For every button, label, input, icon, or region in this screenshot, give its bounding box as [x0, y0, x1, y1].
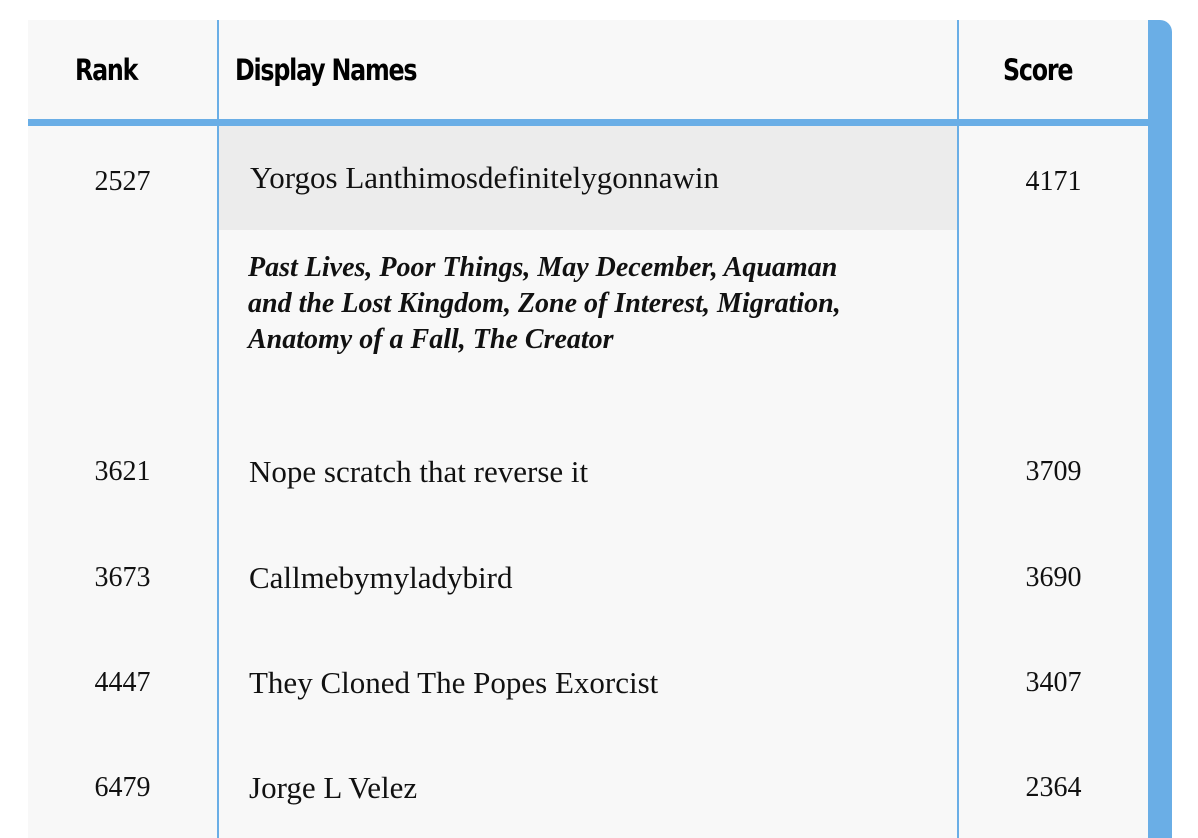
display-name-cell	[219, 633, 957, 733]
expanded-row-detail: Past Lives, Poor Things, May December, Aquaman and the Lost Kingdom, Zone of Interest, Migration, Anatomy of a Fall, The Creator	[248, 252, 841, 355]
display-name-cell	[219, 422, 957, 522]
score-cell: 4171	[1025, 166, 1082, 197]
table-header	[28, 20, 1148, 119]
display-name: They Cloned The Popes Exorcist	[249, 665, 659, 700]
table-row[interactable]	[28, 422, 1148, 522]
display-name: Jorge L Velez	[249, 770, 418, 805]
score-cell: 3690	[1025, 562, 1082, 593]
score-column-header[interactable]: Score	[1003, 52, 1073, 87]
rank-cell: 3673	[94, 562, 151, 593]
score-cell: 3709	[1025, 456, 1082, 487]
table-row[interactable]	[28, 738, 1148, 838]
rank-cell: 6479	[94, 772, 151, 803]
display-name-cell	[219, 528, 957, 628]
rank-cell: 4447	[94, 667, 151, 698]
rank-cell: 2527	[94, 166, 151, 197]
score-cell: 3407	[1025, 667, 1082, 698]
display-name: Yorgos Lanthimosdefinitelygonnawin	[250, 160, 720, 195]
table-row[interactable]	[28, 528, 1148, 628]
table-row[interactable]	[28, 633, 1148, 733]
display-names-column-header[interactable]: Display Names	[235, 52, 417, 87]
column-divider	[217, 20, 219, 838]
rank-cell: 3621	[94, 456, 151, 487]
display-name-cell	[219, 126, 957, 230]
display-name: Nope scratch that reverse it	[249, 454, 589, 489]
leaderboard-table	[28, 20, 1148, 838]
table-row[interactable]	[28, 126, 1148, 230]
display-name-cell	[219, 738, 957, 838]
column-divider	[957, 20, 959, 838]
rank-column-header[interactable]: Rank	[75, 52, 138, 87]
vertical-scrollbar[interactable]	[1148, 20, 1172, 838]
header-divider	[28, 119, 1148, 126]
display-name: Callmebymyladybird	[249, 560, 513, 595]
score-cell: 2364	[1025, 772, 1082, 803]
